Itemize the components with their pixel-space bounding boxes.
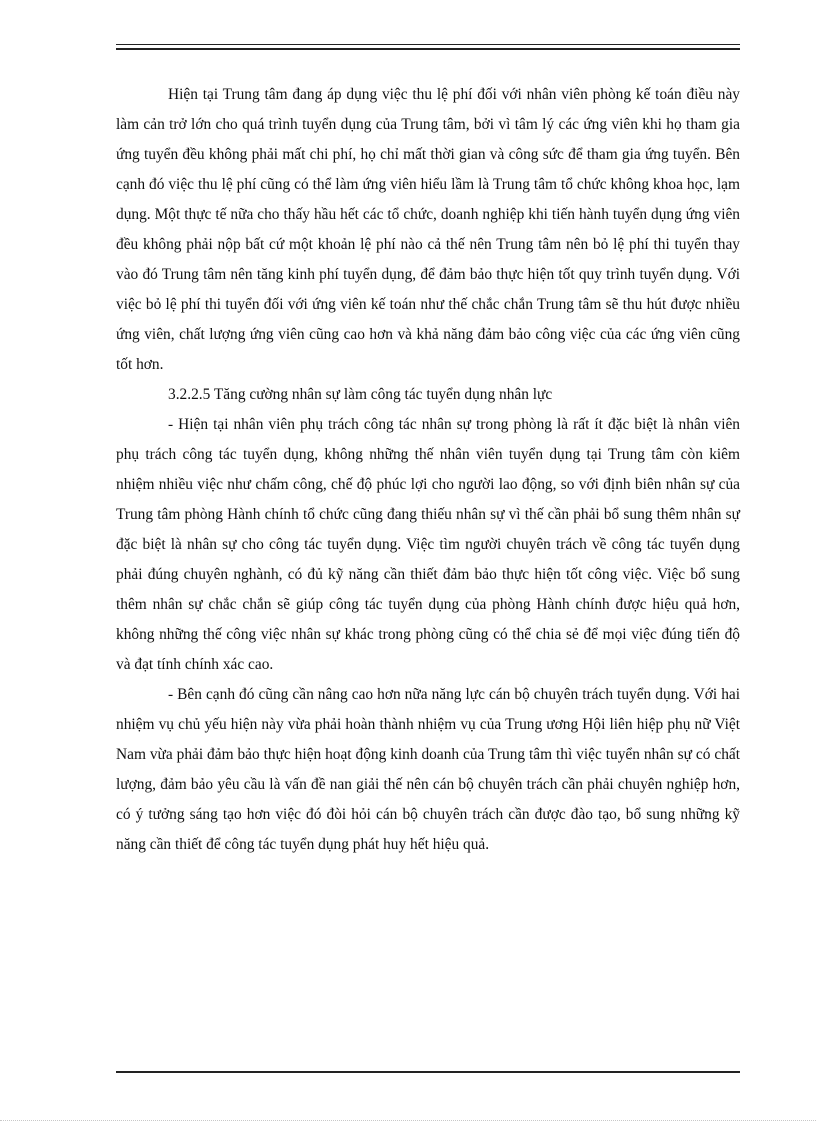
section-heading-3-2-2-5: 3.2.2.5 Tăng cường nhân sự làm công tác tuyển dụng nhân lực — [168, 386, 553, 403]
paragraph-capacity: - Bên cạnh đó cũng cần nâng cao hơn nữa năng lực cán bộ chuyên trách tuyển dụng. Với hai nhiệm vụ chủ yếu hiện này vừa phải hoàn thành nhiệm vụ của Trung ương Hội liên hiệp phụ nữ Việt Nam vừa phải đảm bảo thực hiện hoạt động kinh doanh của Trung tâm thì việc tuyển nhân sự có chất lượng, đảm bảo yêu cầu là vấn đề nan giải thế nên cán bộ chuyên trách cần phải chuyên nghiệp hơn, có ý tưởng sáng tạo hơn việc đó đòi hỏi cán bộ chuyên trách cần được đào tạo, bổ sung những kỹ năng cần thiết để công tác tuyển dụng phát huy hết hiệu quả. — [116, 686, 740, 853]
paragraph-fee-policy: Hiện tại Trung tâm đang áp dụng việc thu lệ phí đối với nhân viên phòng kế toán điều này làm cản trở lớn cho quá trình tuyển dụng của Trung tâm, bởi vì tâm lý các ứng viên khi họ tham gia ứng tuyển đều không phải mất chi phí, họ chỉ mất thời gian và công sức để tham gia ứng tuyển. Bên cạnh đó việc thu lệ phí cũng có thể làm ứng viên hiểu lầm là Trung tâm tổ chức không khoa học, lạm dụng. Một thực tế nữa cho thấy hầu hết các tổ chức, doanh nghiệp khi tiến hành tuyển dụng ứng viên đều không phải nộp bất cứ một khoản lệ phí nào cả thế nên Trung tâm nên bỏ lệ phí thi tuyển thay vào đó Trung tâm nên tăng kinh phí tuyển dụng, để đảm bảo thực hiện tốt quy trình tuyển dụng. Với việc bỏ lệ phí thi tuyển đối với ứng viên kế toán như thế chắc chắn Trung tâm sẽ thu hút được nhiều ứng viên, chất lượng ứng viên cũng cao hơn và khả năng đảm bảo công việc của các ứng viên cũng tốt hơn. — [116, 86, 740, 373]
page-edge-divider — [0, 1120, 816, 1121]
header-rule — [116, 44, 740, 50]
document-body — [116, 80, 740, 860]
footer-rule — [116, 1071, 740, 1073]
paragraph-staffing: - Hiện tại nhân viên phụ trách công tác nhân sự trong phòng là rất ít đặc biệt là nhân viên phụ trách công tác tuyển dụng, không những thế nhân viên tuyển dụng tại Trung tâm còn kiêm nhiệm nhiều việc như chấm công, chế độ phúc lợi cho người lao động, so với định biên nhân sự của Trung tâm phòng Hành chính tổ chức cũng đang thiếu nhân sự vì thế cần phải bổ sung thêm nhân sự đặc biệt là nhân sự cho công tác tuyển dụng. Việc tìm người chuyên trách về công tác tuyển dụng phải đúng chuyên nghành, có đủ kỹ năng cần thiết đảm bảo thực hiện tốt công việc. Việc bổ sung thêm nhân sự chắc chắn sẽ giúp công tác tuyển dụng của phòng Hành chính được hiệu quả hơn, không những thế công việc nhân sự khác trong phòng cũng có thể chia sẻ để mọi việc đúng tiến độ và đạt tính chính xác cao. — [116, 416, 740, 673]
